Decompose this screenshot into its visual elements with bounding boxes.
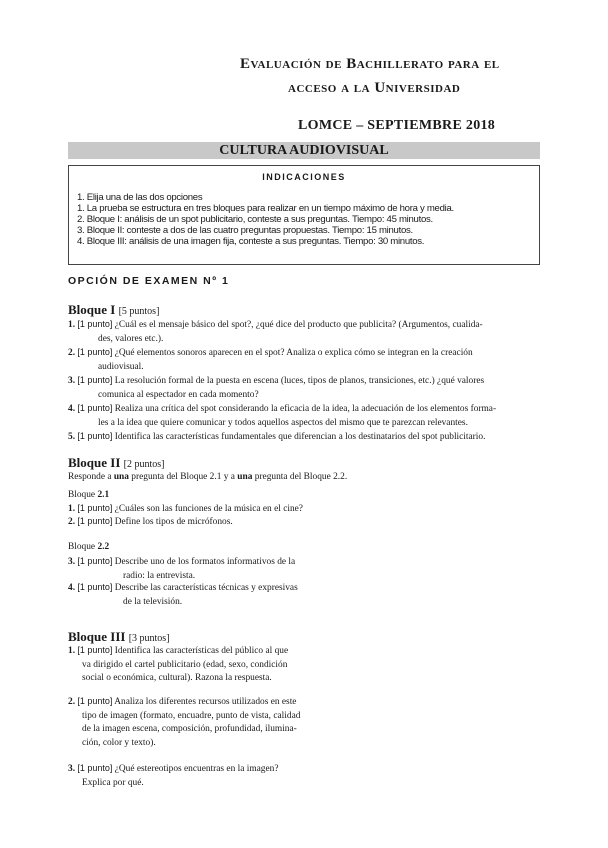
- block-1-question: 2. [1 punto] ¿Qué elementos sonoros aparecen en el spot? Analiza o explica cómo se integran en la creación audiovisual.: [68, 347, 473, 372]
- block-2-points: [2 puntos]: [123, 459, 165, 470]
- block-1-question: 3. [1 punto] La resolución formal de la puesta en escena (luces, tipos de planos, transiciones, etc.) ¿qué valores comunica al espectador en cada momento?: [68, 375, 485, 400]
- block-3-question: 2. [1 punto] Analiza los diferentes recursos utilizados en este tipo de imagen (formato, encuadre, punto de vista, calidad de la imagen escena, composición, profundidad, ilumina- ción, color y texto).: [68, 696, 301, 748]
- instructions-list: [77, 192, 454, 247]
- instructions-box: [68, 165, 540, 265]
- block-1-title: Bloque I: [68, 302, 116, 317]
- block-1-question: 4. [1 punto] Realiza una crítica del spot considerando la eficacia de la idea, la adecuación de los elementos forma- les a la idea que quiere comunicar y todos aquellos aspectos del mismo que te parezcan relevantes.: [68, 403, 497, 428]
- block-1-heading: [68, 302, 159, 318]
- block-2-question: 4. [1 punto] Describe las características técnicas y expresivas de la televisión.: [68, 582, 298, 607]
- block-2-question: 3. [1 punto] Describe uno de los formatos informativos de la radio: la entrevista.: [68, 556, 296, 581]
- block-3-heading: [68, 629, 170, 645]
- block-2-title: Bloque II: [68, 455, 121, 470]
- block-2-heading: [68, 455, 164, 471]
- exam-option-heading: OPCIÓN DE EXAMEN Nº 1: [68, 275, 230, 287]
- block-3-title: Bloque III: [68, 629, 126, 644]
- block-3-question: 1. [1 punto] Identifica las características del público al que va dirigido el cartel publicitario (edad, sexo, condición social o económica, cultural). Razona la respuesta.: [68, 645, 289, 684]
- instruction-item: 1. Elija una de las dos opciones: [77, 192, 203, 203]
- exam-session: LOMCE – SEPTIEMBRE 2018: [298, 118, 496, 133]
- block-1-question: 5. [1 punto] Identifica las características fundamentales que diferencian a los destinatarios del spot publicitario.: [68, 431, 486, 442]
- block-2-question: 2. [1 punto] Define los tipos de micrófonos.: [68, 516, 233, 527]
- instruction-item: 3. Bloque II: conteste a dos de las cuatro preguntas propuestas. Tiempo: 15 minutos.: [77, 225, 413, 236]
- instructions-title: INDICACIONES: [262, 172, 346, 182]
- instruction-item: 4. Bloque III: análisis de una imagen fija, conteste a sus preguntas. Tiempo: 30 minutos.: [77, 236, 425, 247]
- block-2-intro: Responde a una pregunta del Bloque 2.1 y a una pregunta del Bloque 2.2.: [68, 472, 348, 482]
- subject-banner: CULTURA AUDIOVISUAL: [68, 142, 540, 159]
- instruction-item: 2. Bloque I: análisis de un spot publicitario, conteste a sus preguntas. Tiempo: 45 minutos.: [77, 214, 433, 225]
- block-3-question: 3. [1 punto] ¿Qué estereotipos encuentras en la imagen? Explica por qué.: [68, 763, 279, 788]
- block-2-question: 1. [1 punto] ¿Cuáles son las funciones de la música en el cine?: [68, 503, 303, 514]
- block-1-points: [5 puntos]: [118, 306, 160, 317]
- exam-title-line1: Evaluación de Bachillerato para el: [240, 56, 500, 72]
- instruction-item: 1. La prueba se estructura en tres bloques para realizar en un tiempo máximo de hora y media.: [77, 203, 454, 214]
- exam-title-line2: acceso a la Universidad: [288, 80, 461, 96]
- block-3-points: [3 puntos]: [128, 633, 170, 644]
- block-1-question: 1. [1 punto] ¿Cuál es el mensaje básico del spot?, ¿qué dice del producto que publicita? (Argumentos, cualida- des, valores etc.).: [68, 319, 483, 344]
- sub-block-2-1-heading: Bloque 2.1: [68, 490, 110, 500]
- sub-block-2-2-heading: Bloque 2.2: [68, 542, 110, 552]
